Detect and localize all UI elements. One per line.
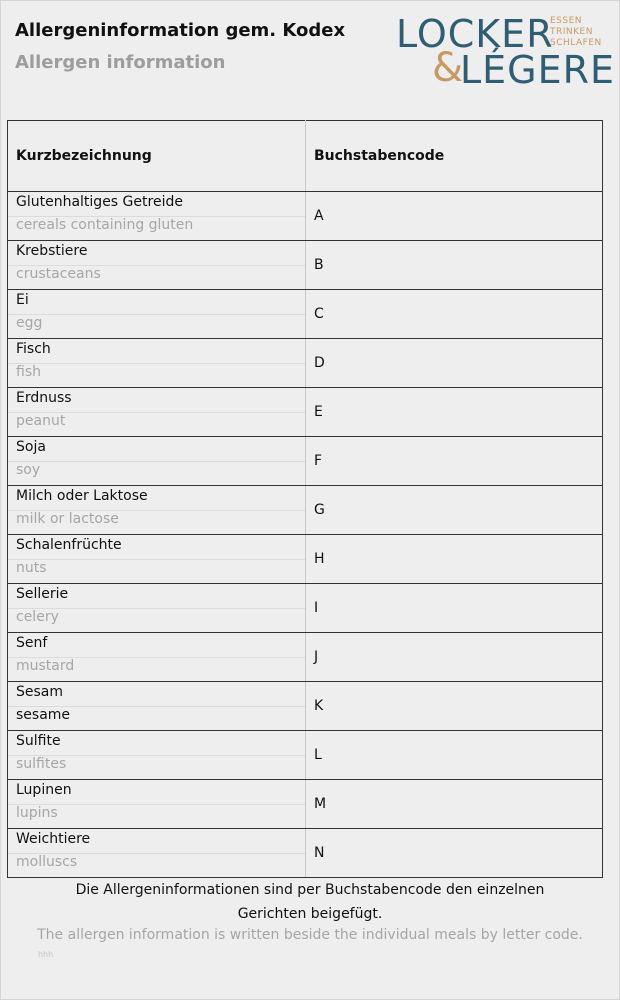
allergen-name-german: Lupinen xyxy=(16,782,72,798)
logo-tagline-line: ESSEN xyxy=(550,16,583,26)
allergen-name-cell xyxy=(8,780,306,829)
allergen-name-cell xyxy=(8,829,306,878)
allergen-name-german: Weichtiere xyxy=(16,831,91,847)
allergen-name-english: crustaceans xyxy=(16,266,101,282)
allergen-name-german: Sulfite xyxy=(16,733,61,749)
allergen-name-cell xyxy=(8,241,306,290)
allergen-name-german: Krebstiere xyxy=(16,243,88,259)
table-header-row xyxy=(8,121,603,192)
footer-micro-text: hhh xyxy=(38,950,54,959)
allergen-name-german: Sellerie xyxy=(16,586,69,602)
allergen-name-german: Senf xyxy=(16,635,48,651)
table-row xyxy=(8,388,603,437)
allergen-letter-code: L xyxy=(306,731,603,780)
allergen-name-english: peanut xyxy=(16,413,66,429)
allergen-letter-code: E xyxy=(306,388,603,437)
allergen-letter-code: I xyxy=(306,584,603,633)
table-row xyxy=(8,241,603,290)
allergen-letter-code: M xyxy=(306,780,603,829)
table-row xyxy=(8,682,603,731)
logo-tagline-line: SCHLAFEN xyxy=(550,38,602,48)
allergen-letter-code: K xyxy=(306,682,603,731)
table-row xyxy=(8,290,603,339)
logo-tagline xyxy=(550,16,602,49)
allergen-name-english: fish xyxy=(16,364,41,380)
allergen-name-cell xyxy=(8,731,306,780)
allergen-name-english: milk or lactose xyxy=(16,511,119,527)
allergen-name-cell xyxy=(8,584,306,633)
allergen-name-german: Fisch xyxy=(16,341,51,357)
allergen-name-cell xyxy=(8,192,306,241)
table-row xyxy=(8,731,603,780)
brand-logo xyxy=(396,12,618,92)
logo-word-locker: LOCKER xyxy=(396,12,554,56)
allergen-name-english: mustard xyxy=(16,658,75,674)
allergen-name-cell xyxy=(8,486,306,535)
allergen-name-english: molluscs xyxy=(16,854,78,870)
allergen-name-cell xyxy=(8,339,306,388)
allergen-letter-code: J xyxy=(306,633,603,682)
allergen-letter-code: D xyxy=(306,339,603,388)
allergen-name-german: Soja xyxy=(16,439,46,455)
allergen-letter-code: N xyxy=(306,829,603,878)
logo-ampersand: & xyxy=(432,45,464,91)
allergen-name-german: Glutenhaltiges Getreide xyxy=(16,194,183,210)
allergen-name-german: Milch oder Laktose xyxy=(16,488,148,504)
allergen-letter-code: F xyxy=(306,437,603,486)
table-row xyxy=(8,339,603,388)
allergen-name-german: Erdnuss xyxy=(16,390,72,406)
page-title: Allergeninformation gem. Kodex xyxy=(15,20,346,41)
allergen-name-german: Ei xyxy=(16,292,29,308)
footer-note-german: Die Allergeninformationen sind per Buchstabencode den einzelnen Gerichten beigefügt. xyxy=(75,882,545,922)
table-row xyxy=(8,437,603,486)
table-row xyxy=(8,829,603,878)
allergen-name-english: cereals containing gluten xyxy=(16,217,194,233)
allergen-letter-code: B xyxy=(306,241,603,290)
column-header-short-name: Kurzbezeichnung xyxy=(8,121,306,192)
table-row xyxy=(8,780,603,829)
allergen-letter-code: G xyxy=(306,486,603,535)
table-row xyxy=(8,535,603,584)
allergen-letter-code: C xyxy=(306,290,603,339)
table-row xyxy=(8,192,603,241)
table-row xyxy=(8,486,603,535)
footer-note-english: The allergen information is written beside the individual meals by letter code. xyxy=(37,927,583,943)
allergen-name-english: soy xyxy=(16,462,41,478)
page-subtitle: Allergen information xyxy=(15,52,226,73)
allergen-name-english: egg xyxy=(16,315,43,331)
allergen-name-english: sulfites xyxy=(16,756,67,772)
allergen-name-english: celery xyxy=(16,609,59,625)
table-row xyxy=(8,633,603,682)
allergen-name-english: nuts xyxy=(16,560,47,576)
table-row xyxy=(8,584,603,633)
allergen-name-cell xyxy=(8,633,306,682)
allergen-letter-code: A xyxy=(306,192,603,241)
allergen-rows xyxy=(8,192,603,878)
logo-word-legere: LÉGERE xyxy=(460,48,616,92)
allergen-name-cell xyxy=(8,290,306,339)
allergen-table xyxy=(7,120,603,878)
allergen-name-cell xyxy=(8,535,306,584)
allergen-name-cell xyxy=(8,682,306,731)
allergen-name-german: Sesam xyxy=(16,684,64,700)
allergen-name-english: lupins xyxy=(16,805,58,821)
logo-tagline-line: TRINKEN xyxy=(550,27,593,37)
allergen-name-english: sesame xyxy=(16,707,71,723)
column-header-letter-code: Buchstabencode xyxy=(306,121,603,192)
allergen-name-cell xyxy=(8,437,306,486)
allergen-letter-code: H xyxy=(306,535,603,584)
allergen-name-german: Schalenfrüchte xyxy=(16,537,122,553)
allergen-name-cell xyxy=(8,388,306,437)
